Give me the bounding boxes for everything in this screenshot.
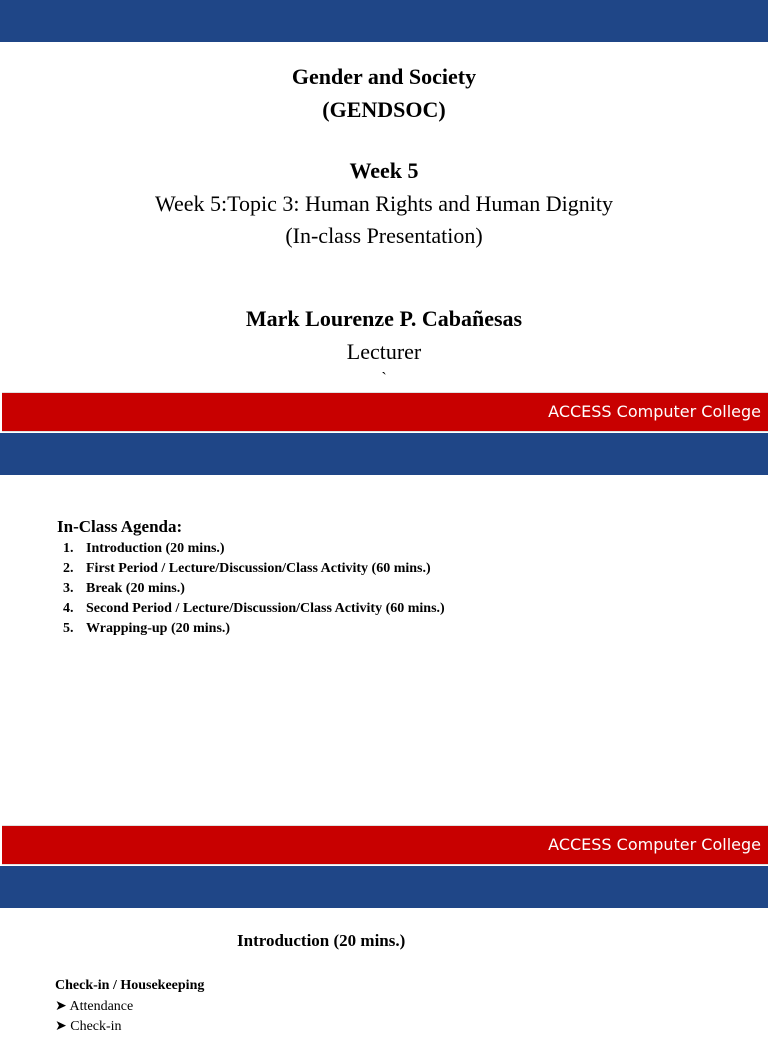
lecturer-name: Mark Lourenze P. Cabañesas [245,306,523,331]
list-item: 4. Second Period / Lecture/Discussion/Class Activity (60 mins.) [63,601,445,616]
list-item: 2. First Period / Lecture/Discussion/Class Activity (60 mins.) [63,561,431,576]
footer-college-name: ACCESS Computer College [548,835,761,854]
week-label: Week 5 [349,158,419,183]
agenda-slide [0,433,768,865]
introduction-slide [0,866,768,1034]
footer-college-name: ACCESS Computer College [548,402,761,421]
slide-title: Introduction (20 mins.) [237,931,406,950]
header-bar [0,0,768,42]
arrow-bullet-icon: ➤ [55,1019,67,1034]
bullet-list [55,997,133,1037]
title-slide [0,0,768,432]
section-heading: Check-in / Housekeeping [55,978,205,993]
header-bar [0,433,768,475]
list-item: 5. Wrapping-up (20 mins.) [63,621,231,636]
list-item: ➤ Attendance [55,999,134,1014]
course-code: (GENDSOC) [322,97,446,122]
agenda-title: In-Class Agenda: [57,517,183,536]
header-bar [0,866,768,908]
lecturer-role: Lecturer [346,339,422,364]
footer-bar [2,392,768,432]
agenda-list [63,539,445,639]
footer-bar [2,825,768,865]
list-item: ➤ Check-in [55,1019,122,1034]
topic-title: Week 5:Topic 3: Human Rights and Human Dignity [154,191,613,216]
list-item: 3. Break (20 mins.) [63,581,185,596]
presentation-format: (In-class Presentation) [285,223,483,248]
arrow-bullet-icon: ➤ [55,999,67,1014]
course-title: Gender and Society [291,64,477,89]
stray-mark: ` [381,370,387,387]
list-item: 1. Introduction (20 mins.) [63,541,225,556]
